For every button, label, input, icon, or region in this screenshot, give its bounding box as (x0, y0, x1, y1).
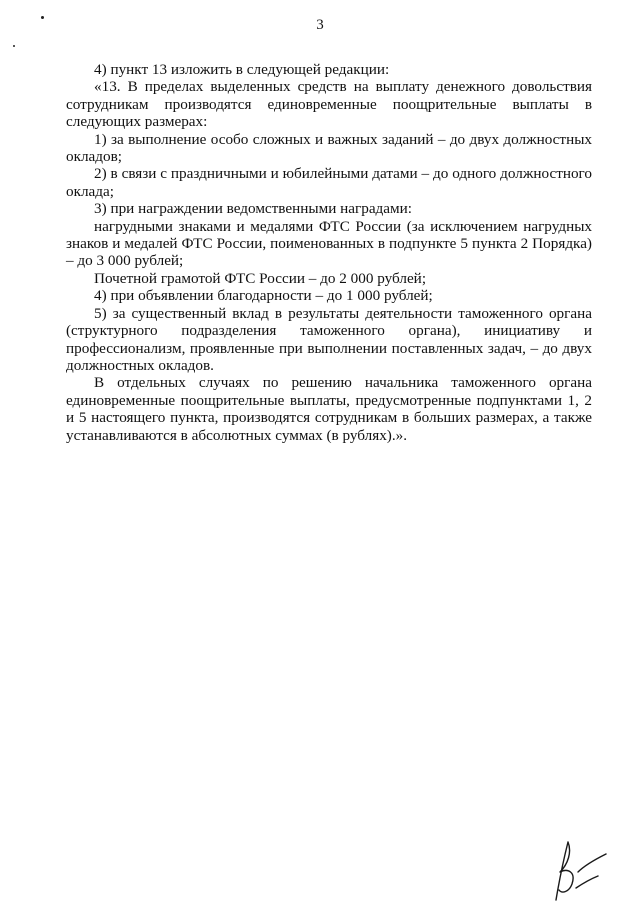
body-text (66, 61, 592, 444)
paragraph-subitem-5: 5) за существенный вклад в результаты деятельности таможенного органа (структурного подразделения таможенного органа), инициативу и профессионализм, проявленные при выполнении поставленных задач, – до двух должностных окладов. (66, 304, 592, 374)
scan-speck (13, 45, 15, 47)
paragraph-badges-medals: нагрудными знаками и медалями ФТС России (за исключением нагрудных знаков и медалей ФТС России, поименованных в подпункте 5 пункта 2 Порядка) – до 3 000 рублей; (66, 217, 592, 270)
paragraph-item-4: 4) пункт 13 изложить в следующей редакции: (94, 61, 390, 78)
paragraph-special-cases: В отдельных случаях по решению начальника таможенного органа единовременные поощрительные выплаты, предусмотренные подпунктами 1, 2 и 5 настоящего пункта, производятся сотрудникам в больших размерах, а также устанавливаются в абсолютных суммах (в рублях).». (66, 374, 592, 444)
signature-mark (552, 838, 612, 904)
paragraph-subitem-2: 2) в связи с праздничными и юбилейными датами – до одного должностного оклада; (66, 165, 592, 200)
page-number: 3 (316, 17, 324, 33)
paragraph-subitem-3: 3) при награждении ведомственными наградами: (94, 200, 412, 218)
paragraph-subitem-4: 4) при объявлении благодарности – до 1 000 рублей; (94, 287, 433, 305)
paragraph-point-13-intro: «13. В пределах выделенных средств на выплату денежного довольствия сотрудникам производятся единовременные поощрительные выплаты в следующих размерах: (66, 78, 592, 131)
paragraph-certificate: Почетной грамотой ФТС России – до 2 000 рублей; (94, 269, 427, 287)
paragraph-subitem-1: 1) за выполнение особо сложных и важных заданий – до двух должностных окладов; (66, 130, 592, 166)
